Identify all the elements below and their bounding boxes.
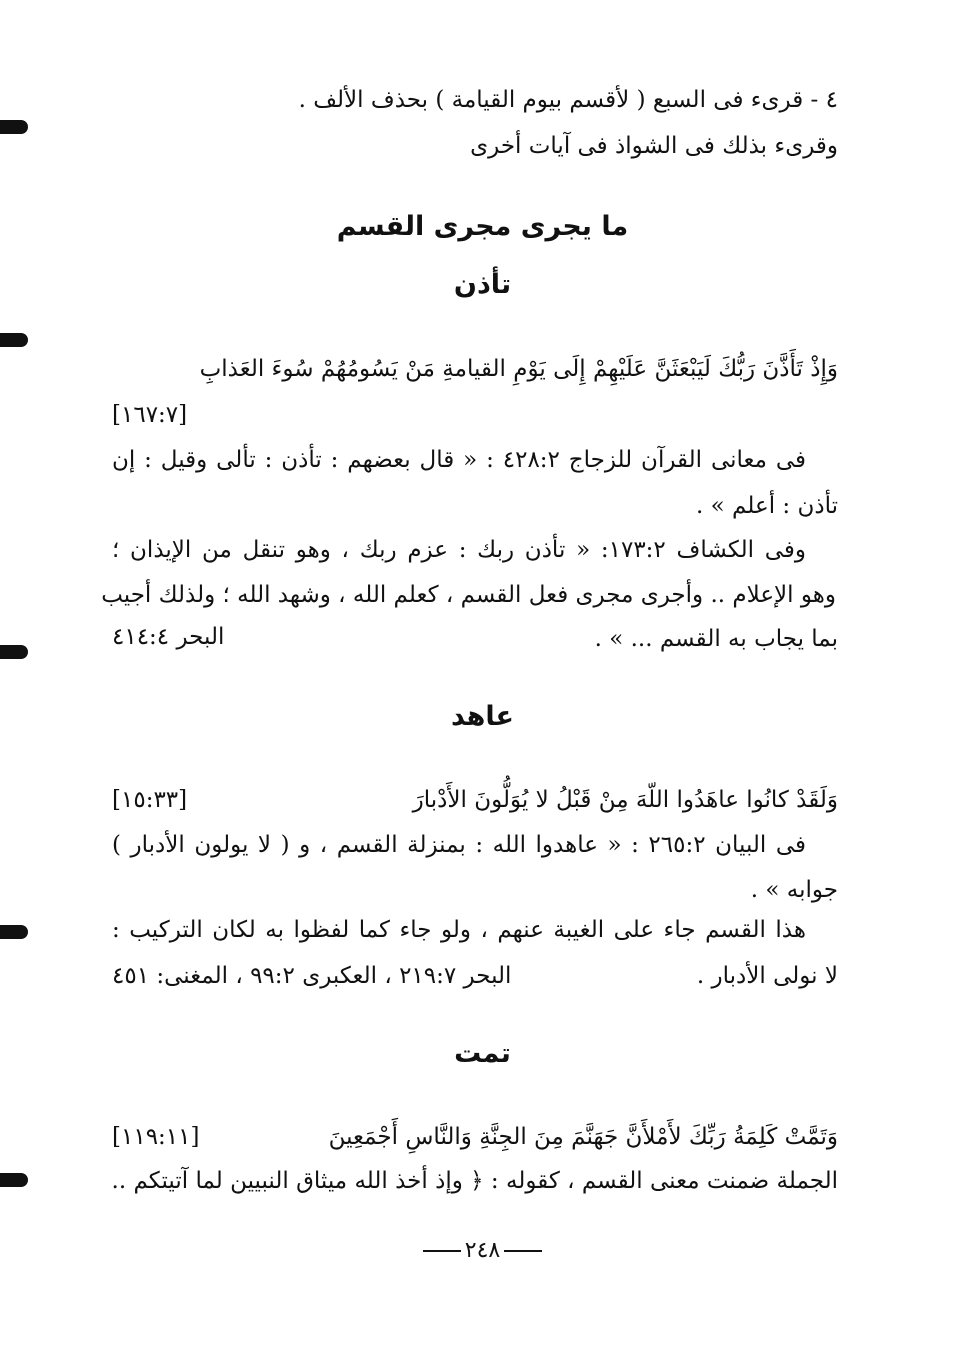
entry-heading-ahada: عاهد	[451, 701, 514, 732]
binding-mark	[0, 120, 28, 134]
paragraph-line: الجملة ضمنت معنى القسم ، كقوله : ﴿ وإذ أخذ الله ميثاق النبيين لما آتيتكم ..	[111, 1168, 838, 1194]
top-line-1: ٤ - قرىء فى السبع ( لأقسم بيوم القيامة ) بحذف الألف .	[298, 87, 838, 113]
paragraph-line: وهو الإعلام .. وأجرى مجرى فعل القسم ، كعلم الله ، وشهد الله ؛ ولذلك أجيب	[101, 582, 836, 608]
binding-mark	[0, 333, 28, 347]
paragraph-line: وفى الكشاف ١٧٣:٢: « تأذن ربك : عزم ربك ، وهو تنقل من الإيذان ؛	[112, 537, 806, 563]
entry-heading-ta'dhana: تأذن	[453, 269, 512, 300]
paragraph-line: فى معانى القرآن للزجاج ٤٢٨:٢ : « قال بعضهم : تأذن : تألى وقيل : إن	[112, 447, 806, 473]
verse-reference: [١١٩:١١]	[112, 1124, 200, 1150]
paragraph-line: فى البيان ٢٦٥:٢ : « عاهدوا الله : بمنزلة القسم ، و ( لا يولون الأدبار )	[112, 832, 806, 858]
source-reference: البحر ٤١٤:٤	[112, 624, 225, 650]
quran-verse: وَتَمَّتْ كَلِمَةُ رَبِّكَ لأَمْلأَنَّ جَهَنَّمَ مِنَ الجِنَّةِ وَالنَّاسِ أَجْمَعِينَ	[328, 1124, 838, 1150]
paragraph-line: جوابه » .	[750, 877, 838, 903]
paragraph-line: لا نولى الأدبار .	[696, 963, 838, 989]
quran-verse: وَلَقَدْ كانُوا عاهَدُوا اللّهَ مِنْ قَبْلُ لا يُوَلُّونَ الأَدْبارَ	[412, 787, 838, 813]
entry-heading-tammat: تمت	[454, 1038, 511, 1069]
dash-left	[504, 1250, 542, 1252]
verse-reference: [١٥:٣٣]	[112, 787, 188, 813]
binding-mark	[0, 925, 28, 939]
paragraph-line: بما يجاب به القسم ... » .	[594, 626, 838, 652]
dash-right	[423, 1250, 461, 1252]
binding-mark	[0, 645, 28, 659]
page-number-footer	[0, 1236, 965, 1266]
verse-reference: [١٦٧:٧]	[112, 402, 188, 428]
page-number: ٢٤٨	[464, 1238, 501, 1263]
paragraph-line: تأذن : أعلم » .	[696, 493, 838, 519]
source-reference: البحر ٢١٩:٧ ، العكبرى ٩٩:٢ ، المغنى: ٤٥١	[112, 963, 512, 989]
binding-mark	[0, 1173, 28, 1187]
quran-verse: وَإِذْ تَأَذَّنَ رَبُّكَ لَيَبْعَثَنَّ عَلَيْهِمْ إِلَى يَوْمِ القيامةِ مَنْ يَسُومُهُمْ سُوءَ العَذابِ	[199, 356, 838, 382]
paragraph-line: هذا القسم جاء على الغيبة عنهم ، ولو جاء كما لفظوا به لكان التركيب :	[112, 917, 806, 943]
main-heading: ما يجرى مجرى القسم	[336, 211, 629, 242]
top-line-2: وقرىء بذلك فى الشواذ فى آيات أخرى	[470, 133, 838, 159]
